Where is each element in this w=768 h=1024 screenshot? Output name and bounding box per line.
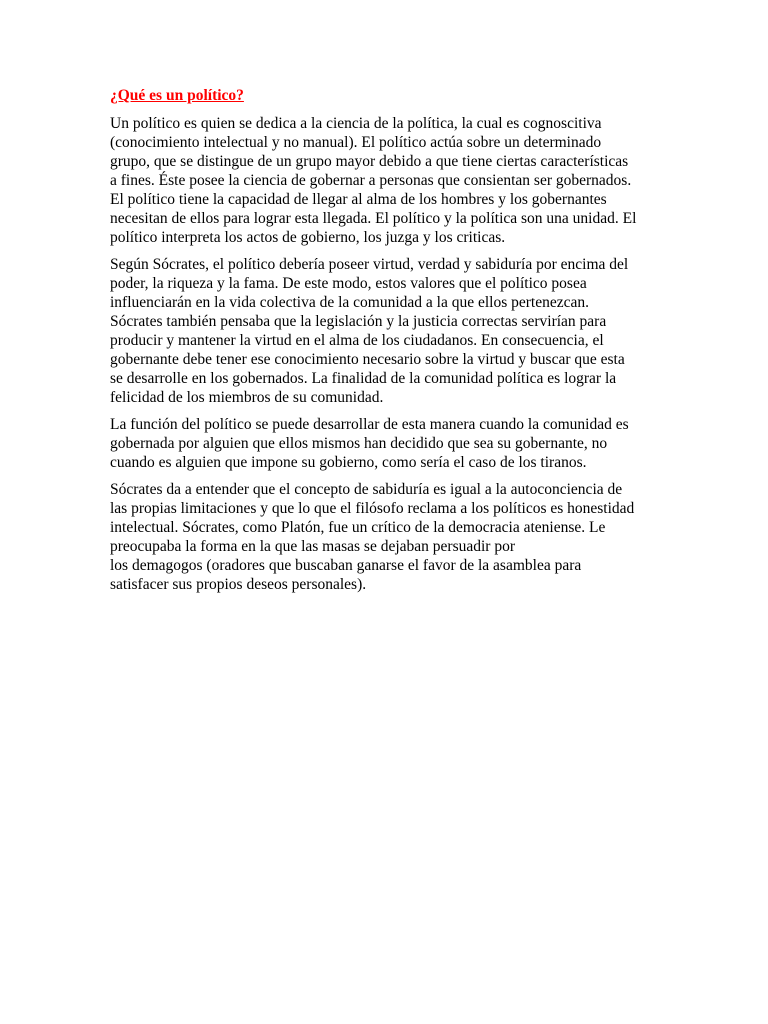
paragraph-2: Según Sócrates, el político debería poseer virtud, verdad y sabiduría por encima del poder, la riqueza y la fama. De este modo, estos valores que el político posea influenciarán en la vida colectiva de la comunidad a la que ellos pertenezcan. Sócrates también pensaba que la legislación y la justicia correctas servirían para producir y mantener la virtud en el alma de los ciudadanos. En consecuencia, el gobernante debe tener ese conocimiento necesario sobre la virtud y buscar que esta se desarrolle en los gobernados. La finalidad de la comunidad política es lograr la felicidad de los miembros de su comunidad. bbox=[110, 256, 629, 406]
paragraph-1: Un político es quien se dedica a la ciencia de la política, la cual es cognoscitiva (conocimiento intelectual y no manual). El político actúa sobre un determinado grupo, que se distingue de un grupo mayor debido a que tiene ciertas características a fines. Éste posee la ciencia de gobernar a personas que consientan ser gobernados. El político tiene la capacidad de llegar al alma de los hombres y los gobernantes necesitan de ellos para lograr esta llegada. El político y la política son una unidad. El político interpreta los actos de gobierno, los juzga y los criticas. bbox=[110, 115, 637, 246]
document-title: ¿Qué es un político? bbox=[110, 87, 244, 104]
paragraph-3: La función del político se puede desarrollar de esta manera cuando la comunidad es gobernada por alguien que ellos mismos han decidido que sea su gobernante, no cuando es alguien que impone su gobierno, como sería el caso de los tiranos. bbox=[110, 416, 629, 471]
paragraph-4: Sócrates da a entender que el concepto de sabiduría es igual a la autoconciencia de las propias limitaciones y que lo que el filósofo reclama a los políticos es honestidad intelectual. Sócrates, como Platón, fue un crítico de la democracia ateniense. Le preocupaba la forma en la que las masas se dejaban persuadir por los demagogos (oradores que buscaban ganarse el favor de la asamblea para satisfacer sus propios deseos personales). bbox=[110, 481, 635, 593]
document-page bbox=[110, 86, 670, 602]
